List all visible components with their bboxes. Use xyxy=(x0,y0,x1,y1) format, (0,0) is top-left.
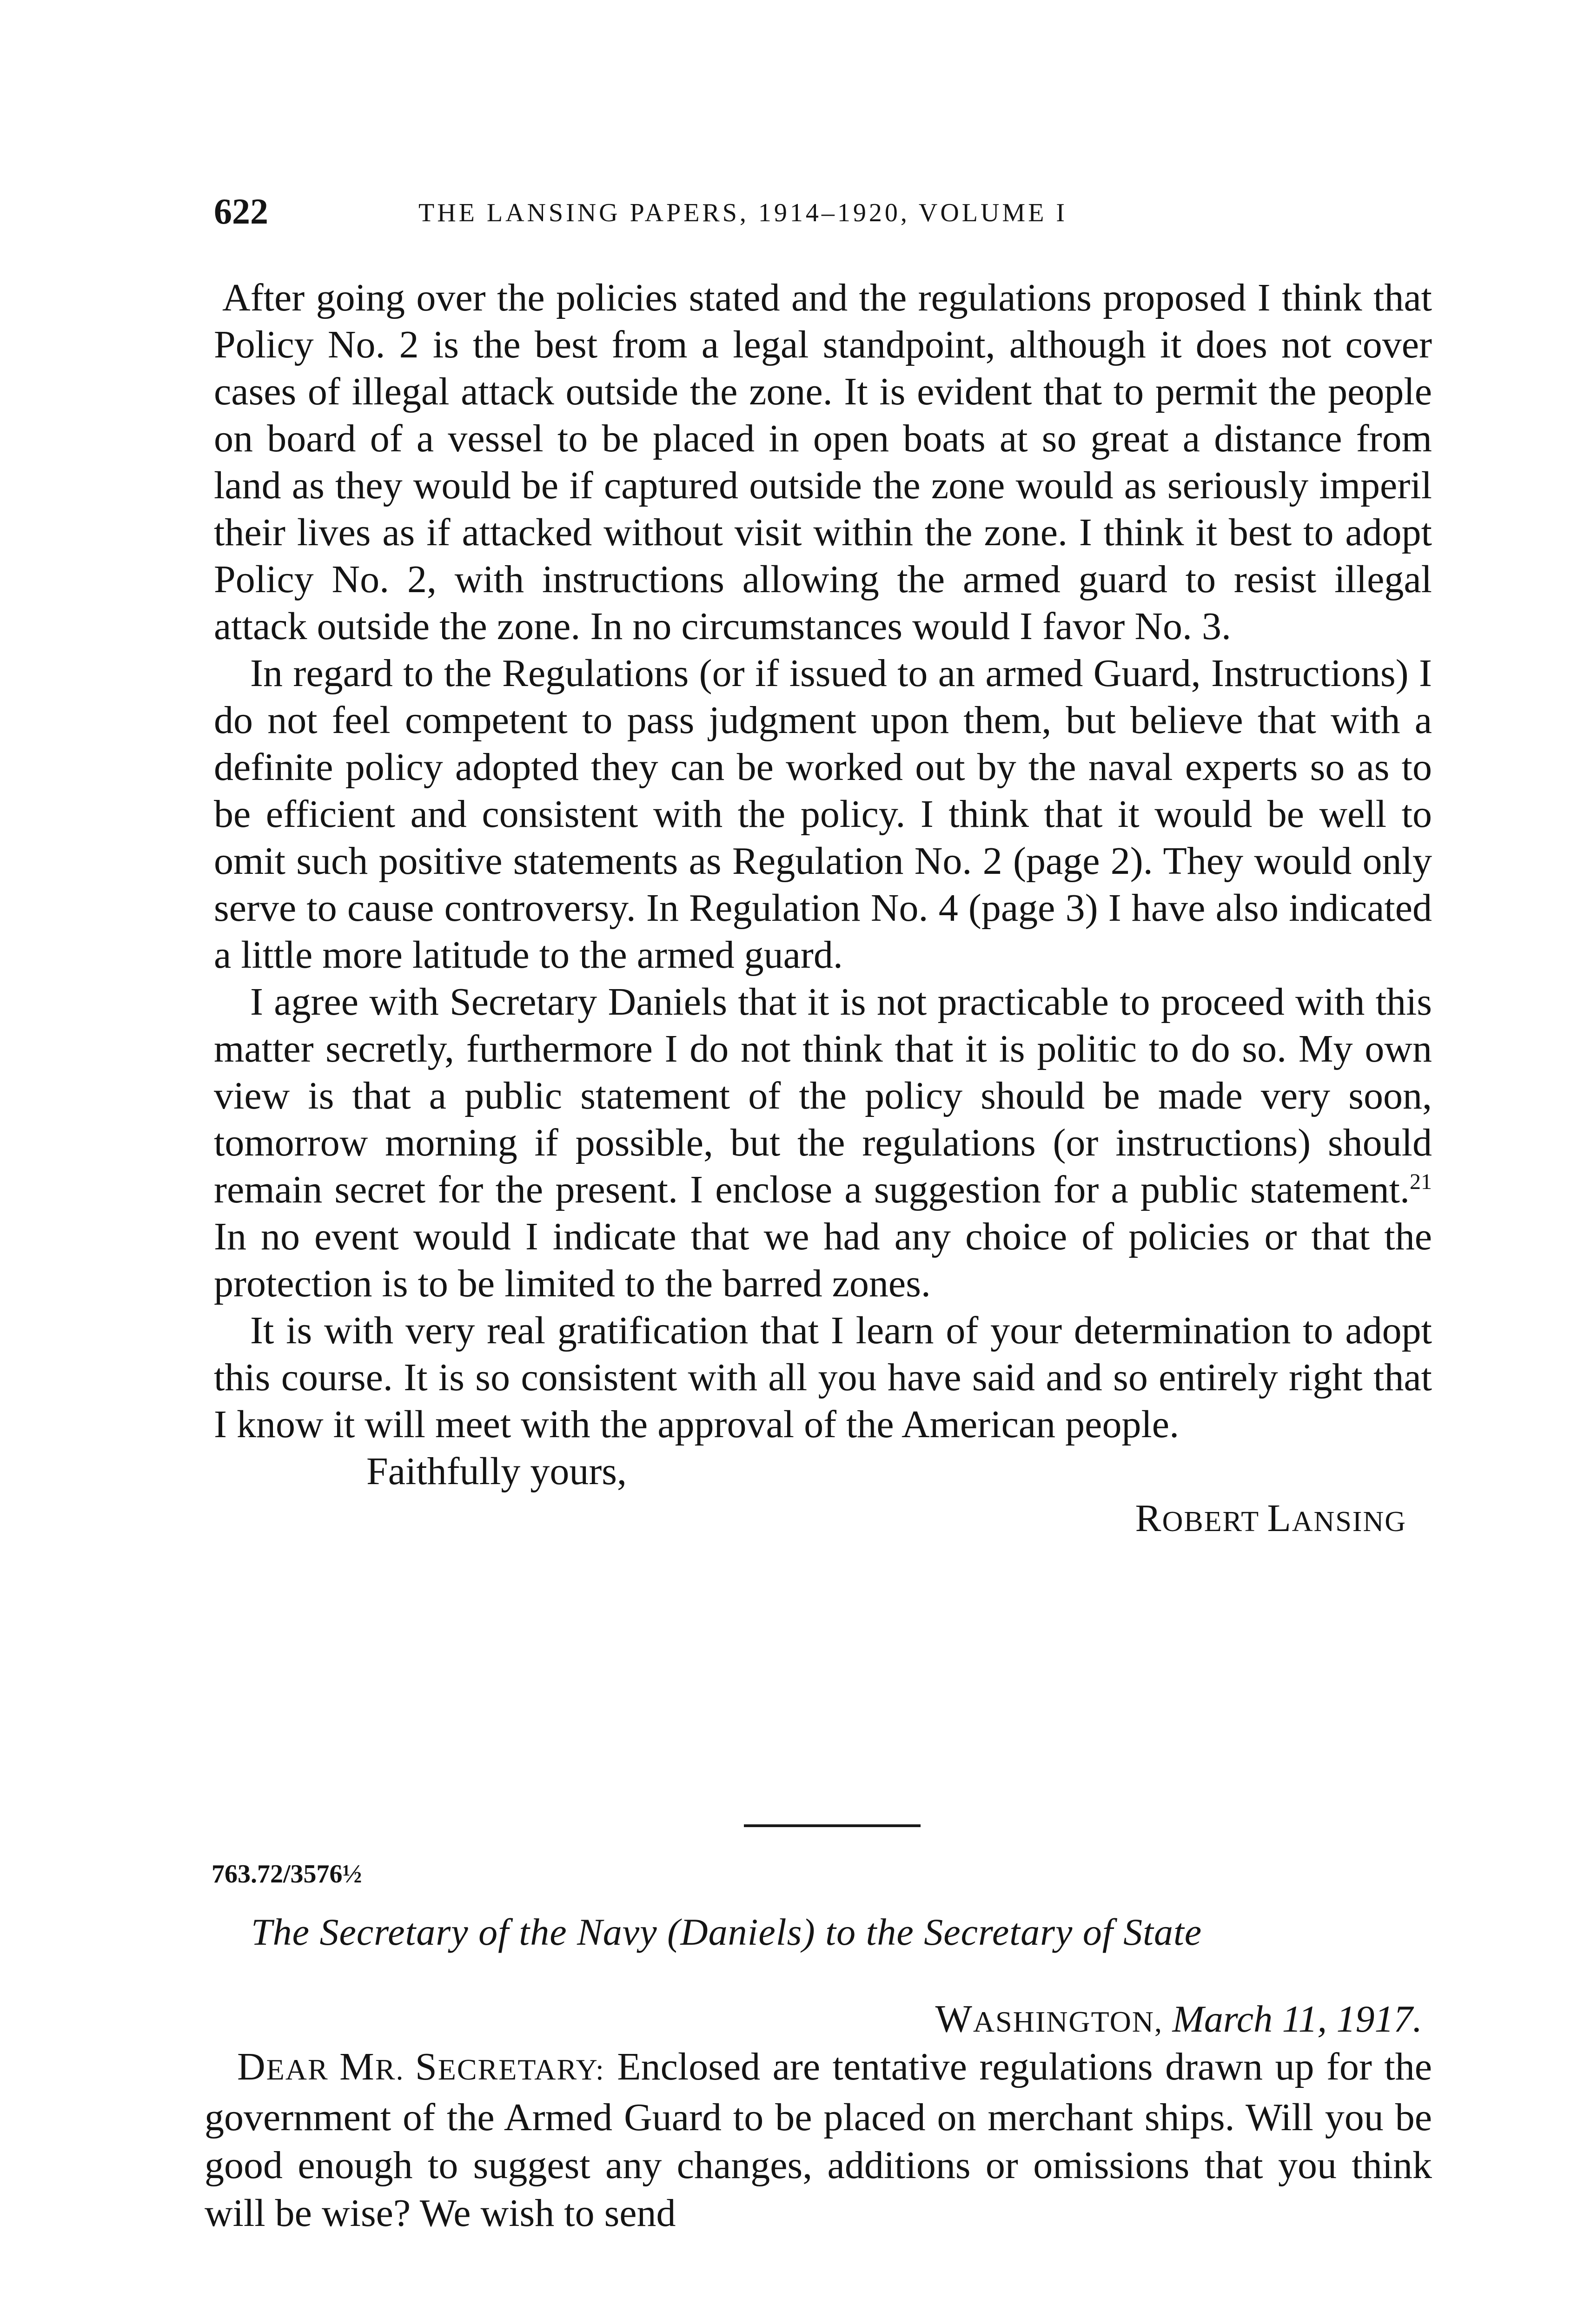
salutation-w2-rest: R. xyxy=(375,2053,404,2086)
dateline xyxy=(935,1996,1422,2041)
paragraph-3-text: I agree with Secretary Daniels that it is not practicable to proceed with this matter secretly, furthermore I do not think that it is politic to do so. My own view is that a public statement of the policy should be made very soon, tomorrow morning if possible, but the regulations (or instructions) should remain secret for the present. I enclose a suggestion for a public statement. xyxy=(214,980,1432,1211)
letter-paragraph-2: In regard to the Regulations (or if issued to an armed Guard, Instructions) I do not feel competent to pass judgment upon them, but believe that with a definite policy adopted they can be worked out by the naval experts so as to be efficient and consistent with the policy. I think that it would be well to omit such positive statements as Regulation No. 2 (page 2). They would only serve to cause controversy. In Regulation No. 4 (page 3) I have also indicated a little more latitude to the armed guard. xyxy=(214,652,1432,977)
section-divider xyxy=(744,1824,921,1827)
footnote-reference[interactable]: 21 xyxy=(1410,1169,1432,1194)
daniels-letter-text: Enclosed are tentative regulations drawn up for the government of the Armed Guard to be placed on merchant ships. Will you be good enough to suggest any changes, additions or omissions that you think will be wise? We wish to send xyxy=(205,2045,1432,2235)
page-number: 622 xyxy=(214,191,268,231)
paragraph-3-continued: In no event would I indicate that we had any choice of policies or that the protection is to be limited to the barred zones. xyxy=(214,1215,1432,1305)
dateline-place xyxy=(935,1997,1163,2040)
heading-name: (Daniels) xyxy=(667,1911,815,1953)
salutation-w2-initial: M xyxy=(339,2045,375,2088)
signature-last-initial: L xyxy=(1267,1497,1292,1540)
lansing-letter-body xyxy=(214,274,1432,1545)
letter-closing: Faithfully yours, xyxy=(366,1450,627,1493)
signature-last-rest: ANSING xyxy=(1292,1506,1406,1538)
letter-paragraph-1: After going over the policies stated and the regulations proposed I think that Policy No. 2 is the best from a legal standpoint, although it does not cover cases of illegal attack outside the zone. It is evident that to permit the people on board of a vessel to be placed in open boats at so great a distance from land as they would be if captured outside the zone would as seriously imperil their lives as if attacked without visit within the zone. I think it best to adopt Policy No. 2, with instructions allowing the armed guard to resist illegal attack outside the zone. In no circumstances would I favor No. 3. xyxy=(214,276,1432,648)
signature-first-initial: R xyxy=(1135,1497,1162,1540)
letter-paragraph-3 xyxy=(214,978,1432,1307)
signature-first-rest: OBERT xyxy=(1162,1506,1259,1538)
salutation-w1-rest: EAR xyxy=(266,2053,329,2086)
dateline-date: March 11, 1917. xyxy=(1172,1998,1422,2040)
signature xyxy=(214,1495,1432,1545)
dateline-place-initial: W xyxy=(935,1997,973,2040)
heading-title: The Secretary of the Navy xyxy=(251,1911,657,1953)
daniels-letter-paragraph xyxy=(205,2043,1432,2237)
dateline-place-rest: ASHINGTON, xyxy=(973,2005,1163,2038)
page-header xyxy=(214,191,1404,246)
salutation-w1-initial: D xyxy=(237,2045,266,2088)
daniels-letter-body xyxy=(205,2043,1432,2237)
letter-paragraph-4: It is with very real gratification that I learn of your determination to adopt this course. It is so consistent with all you have said and so entirely right that I know it will meet with the approval of the American people. xyxy=(214,1309,1432,1446)
salutation-w3-rest: ECRETARY: xyxy=(437,2053,605,2086)
heading-rest: to the Secretary of State xyxy=(825,1911,1202,1953)
salutation xyxy=(237,2045,605,2088)
salutation-w3-initial: S xyxy=(415,2045,438,2088)
file-number: 763.72/3576½ xyxy=(212,1860,362,1888)
document-heading xyxy=(251,1910,1202,1954)
running-title: THE LANSING PAPERS, 1914–1920, VOLUME I xyxy=(418,198,1068,227)
